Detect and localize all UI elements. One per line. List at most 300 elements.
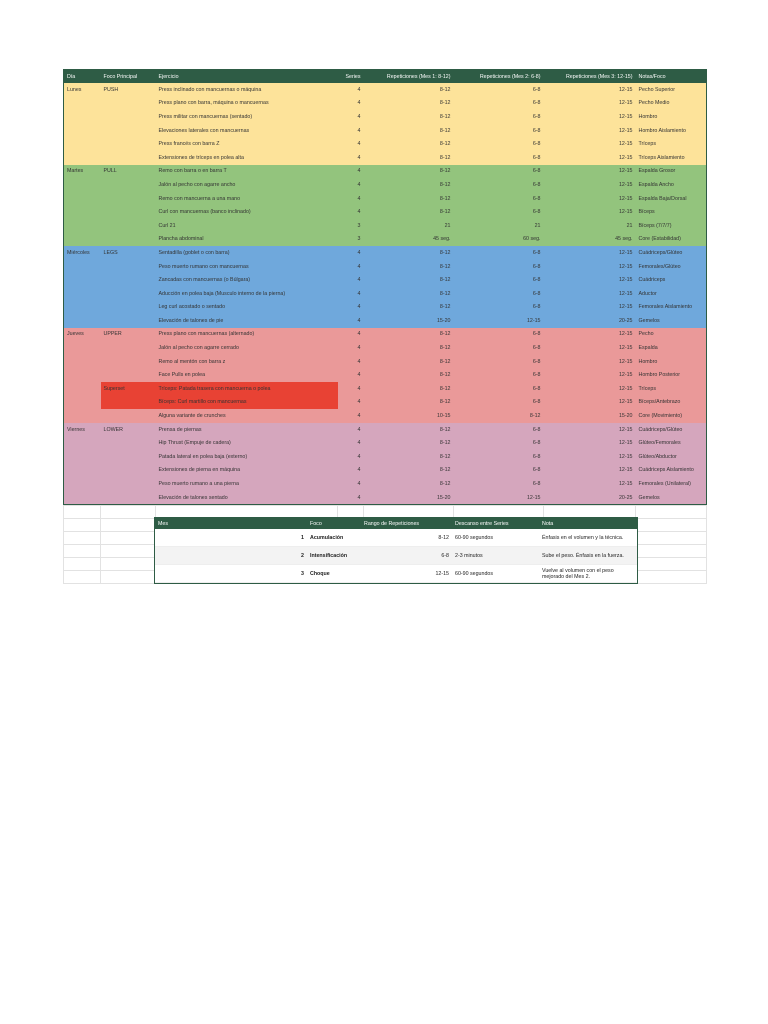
table-row: [64, 124, 707, 138]
cell-ejercicio: Remo con barra o en barra T: [158, 168, 227, 175]
cell-ejercicio: Alguna variante de crunches: [158, 413, 226, 420]
cell-dia: [64, 219, 101, 233]
cell-foco: [101, 396, 156, 410]
cell-mes1: 8-12: [439, 440, 451, 447]
cell-mes1: 8-12: [439, 481, 451, 488]
cell-foco: [101, 178, 156, 192]
cell-mes3: 45 seg.: [615, 236, 633, 243]
cell-mes3: 12-15: [618, 399, 633, 406]
cell-notas: Hombro Aislamiento: [638, 127, 686, 134]
cell-series: 4: [357, 100, 361, 107]
cell-foco: LEGS: [103, 249, 118, 256]
cell-mes3: 12-15: [618, 372, 633, 379]
table-row: [64, 233, 707, 247]
cell-notas: Core (Movimiento): [638, 413, 683, 420]
summary-header-nota: Nota: [539, 518, 637, 529]
cell-ejercicio: Bíceps: Curl martillo con mancuernas: [156, 396, 338, 410]
cell-series: 4: [357, 195, 361, 202]
cell-notas: Hombro: [638, 113, 658, 120]
summary-table: [155, 518, 637, 583]
cell-foco: [101, 124, 156, 138]
cell-notas: Espalda Baja/Dorsal: [638, 195, 687, 202]
cell-notas: Glúteo/Abductor: [638, 453, 677, 460]
cell-mes3: 12-15: [618, 181, 633, 188]
cell-dia: Miércoles: [67, 249, 90, 256]
table-row: [64, 246, 707, 260]
cell-mes1: 15-20: [436, 494, 451, 501]
summary-cell-descanso: 2-3 minutos: [452, 547, 539, 565]
table-row: [64, 178, 707, 192]
cell-mes1: 8-12: [439, 304, 451, 311]
table-row: [64, 464, 707, 478]
cell-mes2: 6-8: [532, 358, 541, 365]
cell-mes1: 8-12: [439, 385, 451, 392]
table-row: [64, 477, 707, 491]
cell-notas: Espalda Ancho: [638, 181, 674, 188]
cell-notas: Tríceps: [638, 385, 656, 392]
summary-header-descanso: Descanso entre Series: [452, 518, 539, 529]
cell-notas: Espalda Grosor: [638, 168, 676, 175]
cell-mes1: 8-12: [439, 358, 451, 365]
header-series: Series: [338, 70, 364, 84]
cell-ejercicio: Peso muerto rumano con mancuernas: [158, 263, 249, 270]
cell-mes2: 6-8: [532, 481, 541, 488]
cell-foco: [101, 110, 156, 124]
cell-ejercicio: Face Pulls en polea: [158, 372, 206, 379]
cell-mes2: 6-8: [532, 127, 541, 134]
cell-dia: Martes: [67, 168, 84, 175]
cell-series: 4: [357, 154, 361, 161]
cell-foco: [101, 192, 156, 206]
cell-mes1: 8-12: [439, 426, 451, 433]
summary-cell-foco: Acumulación: [307, 529, 361, 547]
cell-mes2: 6-8: [532, 141, 541, 148]
cell-notas: Bíceps: [638, 209, 655, 216]
table-row: [64, 287, 707, 301]
cell-foco: [101, 151, 156, 165]
cell-series: 3: [357, 222, 361, 229]
cell-mes2: 60 seg.: [523, 236, 541, 243]
cell-mes1: 8-12: [439, 209, 451, 216]
cell-ejercicio: Extensiones de pierna en máquina: [158, 467, 241, 474]
cell-mes3: 12-15: [618, 331, 633, 338]
cell-notas: Aductor: [638, 290, 657, 297]
cell-series: 4: [357, 263, 361, 270]
cell-foco: [101, 341, 156, 355]
cell-notas: Femorales (Unilateral): [638, 481, 691, 488]
cell-dia: [64, 97, 101, 111]
cell-foco: [101, 97, 156, 111]
cell-mes3: 12-15: [618, 263, 633, 270]
header-notas: Notas/Foco: [636, 70, 707, 84]
cell-notas: Cuádriceps/Glúteo: [638, 426, 683, 433]
cell-notas: Espalda: [638, 345, 658, 352]
cell-mes1: 15-20: [436, 317, 451, 324]
cell-series: 4: [357, 181, 361, 188]
cell-notas: Core (Estabilidad): [638, 236, 681, 243]
cell-mes1: 8-12: [439, 399, 451, 406]
table-row: [64, 341, 707, 355]
cell-series: 4: [357, 141, 361, 148]
cell-mes3: 20-25: [618, 494, 633, 501]
cell-series: 4: [357, 290, 361, 297]
cell-ejercicio: Prensa de piernas: [158, 426, 202, 433]
cell-ejercicio: Remo con mancuerna a una mano: [158, 195, 241, 202]
summary-row: [155, 565, 637, 583]
cell-series: 4: [357, 168, 361, 175]
cell-dia: [64, 233, 101, 247]
summary-cell-descanso: 60-90 segundos: [452, 565, 539, 583]
cell-ejercicio: Press inclinado con mancuernas o máquina: [158, 86, 262, 93]
cell-notas: Pecho: [638, 331, 654, 338]
cell-mes3: 12-15: [618, 127, 633, 134]
cell-notas: Hombro Posterior: [638, 372, 681, 379]
summary-area: [63, 505, 706, 584]
cell-ejercicio: Elevaciones laterales con mancuernas: [158, 127, 250, 134]
cell-mes2: 6-8: [532, 453, 541, 460]
cell-mes2: 6-8: [532, 345, 541, 352]
cell-series: 4: [357, 385, 361, 392]
table-row: [64, 328, 707, 342]
cell-mes2: 6-8: [532, 331, 541, 338]
cell-notas: Bíceps/Antebrazo: [638, 399, 681, 406]
cell-ejercicio: Sentadilla (goblet o con barra): [158, 249, 230, 256]
header-mes2: Repeticiones (Mes 2: 6-8): [454, 70, 544, 84]
cell-foco: [101, 477, 156, 491]
cell-foco: [101, 491, 156, 505]
cell-mes2: 6-8: [532, 263, 541, 270]
table-row: [64, 137, 707, 151]
cell-mes2: 6-8: [532, 181, 541, 188]
cell-dia: [64, 205, 101, 219]
cell-notas: Cuádriceps Aislamiento: [638, 467, 694, 474]
cell-mes3: 12-15: [618, 358, 633, 365]
cell-mes2: 12-15: [526, 494, 541, 501]
cell-series: 4: [357, 358, 361, 365]
cell-mes1: 8-12: [439, 113, 451, 120]
cell-series: 4: [357, 249, 361, 256]
cell-mes2: 6-8: [532, 304, 541, 311]
cell-foco: [101, 355, 156, 369]
routine-body: [64, 83, 707, 505]
cell-foco: PULL: [103, 168, 117, 175]
cell-dia: [64, 382, 101, 396]
cell-ejercicio: Leg curl acostado o sentado: [158, 304, 226, 311]
cell-mes3: 12-15: [618, 154, 633, 161]
cell-ejercicio: Press francés con barra Z: [158, 141, 220, 148]
cell-dia: [64, 314, 101, 328]
cell-mes2: 6-8: [532, 209, 541, 216]
cell-mes3: 20-25: [618, 317, 633, 324]
spreadsheet: [63, 69, 706, 584]
cell-foco: [101, 205, 156, 219]
cell-dia: [64, 409, 101, 423]
cell-series: 4: [357, 331, 361, 338]
cell-mes1: 8-12: [439, 467, 451, 474]
cell-foco: UPPER: [103, 331, 122, 338]
cell-series: 4: [357, 86, 361, 93]
cell-mes3: 12-15: [618, 345, 633, 352]
header-mes1: Repeticiones (Mes 1: 8-12): [364, 70, 454, 84]
cell-ejercicio: Press plano con mancuernas (alternado): [158, 331, 255, 338]
cell-series: 4: [357, 399, 361, 406]
cell-mes2: 6-8: [532, 440, 541, 447]
cell-notas: Glúteo/Femorales: [638, 440, 681, 447]
summary-body: [155, 529, 637, 583]
cell-ejercicio: Press militar con mancuernas (sentado): [158, 113, 253, 120]
summary-header-mes: Mes: [155, 518, 307, 529]
cell-mes2: 21: [534, 222, 541, 229]
cell-mes1: 8-12: [439, 263, 451, 270]
cell-dia: [64, 273, 101, 287]
table-row: [64, 273, 707, 287]
cell-foco: [101, 314, 156, 328]
cell-mes2: 6-8: [532, 399, 541, 406]
cell-series: 3: [357, 236, 361, 243]
cell-mes3: 12-15: [618, 168, 633, 175]
cell-dia: [64, 368, 101, 382]
cell-ejercicio: Plancha abdominal: [158, 236, 204, 243]
cell-mes3: 12-15: [618, 453, 633, 460]
summary-cell-nota: Énfasis en el volumen y la técnica.: [539, 529, 637, 547]
summary-row: [155, 529, 637, 547]
cell-dia: Viernes: [67, 426, 85, 433]
cell-mes1: 21: [444, 222, 451, 229]
cell-ejercicio: Extensiones de tríceps en polea alta: [158, 154, 244, 161]
cell-series: 4: [357, 413, 361, 420]
cell-mes1: 8-12: [439, 331, 451, 338]
cell-mes1: 45 seg.: [433, 236, 451, 243]
table-row: [64, 423, 707, 437]
cell-mes3: 12-15: [618, 86, 633, 93]
summary-header-rango: Rango de Repeticiones: [361, 518, 452, 529]
cell-foco: [101, 301, 156, 315]
cell-dia: [64, 287, 101, 301]
cell-series: 4: [357, 426, 361, 433]
cell-foco: [101, 464, 156, 478]
cell-mes2: 6-8: [532, 249, 541, 256]
cell-dia: [64, 491, 101, 505]
cell-ejercicio: Peso muerto rumano a una pierna: [158, 481, 239, 488]
cell-mes2: 6-8: [532, 168, 541, 175]
cell-foco: [101, 260, 156, 274]
table-row: [64, 396, 707, 410]
cell-mes2: 6-8: [532, 385, 541, 392]
summary-row: [155, 547, 637, 565]
cell-foco: PUSH: [103, 86, 119, 93]
summary-cell-mes: 2: [155, 547, 307, 565]
cell-notas: Tríceps Aislamiento: [638, 154, 685, 161]
cell-ejercicio: Jalón al pecho con agarre ancho: [158, 181, 236, 188]
cell-dia: [64, 192, 101, 206]
summary-cell-foco: Choque: [307, 565, 361, 583]
cell-ejercicio: Hip Thrust (Empuje de cadera): [158, 440, 231, 447]
table-row: [64, 436, 707, 450]
cell-ejercicio: Curl con mancuernas (banco inclinado): [158, 209, 251, 216]
header-ejercicio: Ejercicio: [156, 70, 338, 84]
cell-series: 4: [357, 440, 361, 447]
cell-mes2: 6-8: [532, 86, 541, 93]
cell-notas: Bíceps (7/7/7): [638, 222, 672, 229]
cell-mes3: 12-15: [618, 426, 633, 433]
cell-notas: Pecho Medio: [638, 100, 670, 107]
cell-ejercicio: Press plano con barra, máquina o mancuernas: [158, 100, 269, 107]
cell-mes2: 12-15: [526, 317, 541, 324]
cell-mes1: 8-12: [439, 100, 451, 107]
cell-mes1: 8-12: [439, 127, 451, 134]
table-row: [64, 97, 707, 111]
cell-ejercicio: Curl 21: [158, 222, 176, 229]
cell-ejercicio: Zancadas con mancuernas (o Búlgara): [158, 277, 251, 284]
table-row: [64, 450, 707, 464]
cell-ejercicio: Patada lateral en polea baja (externo): [158, 453, 248, 460]
table-row: [64, 314, 707, 328]
cell-dia: [64, 178, 101, 192]
table-row: [64, 219, 707, 233]
cell-mes3: 12-15: [618, 195, 633, 202]
cell-series: 4: [357, 304, 361, 311]
cell-dia: [64, 110, 101, 124]
cell-ejercicio: Jalón al pecho con agarre cerrado: [158, 345, 239, 352]
cell-dia: Jueves: [67, 331, 84, 338]
cell-foco: [101, 219, 156, 233]
cell-series: 4: [357, 113, 361, 120]
summary-cell-nota: Sube el peso. Énfasis en la fuerza.: [539, 547, 637, 565]
cell-foco: [101, 436, 156, 450]
cell-foco: [101, 409, 156, 423]
summary-cell-foco: Intensificación: [307, 547, 361, 565]
cell-mes2: 6-8: [532, 100, 541, 107]
cell-mes1: 8-12: [439, 141, 451, 148]
cell-ejercicio: Remo al mentón con barra z: [158, 358, 226, 365]
cell-mes2: 6-8: [532, 154, 541, 161]
cell-series: 4: [357, 127, 361, 134]
cell-mes3: 12-15: [618, 249, 633, 256]
cell-foco: [101, 368, 156, 382]
cell-mes3: 12-15: [618, 290, 633, 297]
cell-mes2: 6-8: [532, 372, 541, 379]
cell-foco: [101, 287, 156, 301]
cell-series: 4: [357, 209, 361, 216]
cell-mes3: 12-15: [618, 385, 633, 392]
cell-series: 4: [357, 345, 361, 352]
cell-dia: [64, 464, 101, 478]
cell-notas: Femorales/Glúteo: [638, 263, 681, 270]
summary-table-box: [154, 517, 638, 584]
summary-cell-rango: 6-8: [361, 547, 452, 565]
cell-mes2: 6-8: [532, 290, 541, 297]
cell-ejercicio: Tríceps: Patada trasera con mancuerna o polea: [156, 382, 338, 396]
cell-foco: [101, 137, 156, 151]
summary-cell-mes: 3: [155, 565, 307, 583]
cell-notas: Tríceps: [638, 141, 656, 148]
cell-mes3: 12-15: [618, 277, 633, 284]
cell-mes3: 12-15: [618, 481, 633, 488]
table-row: [64, 355, 707, 369]
summary-header-foco: Foco: [307, 518, 361, 529]
cell-mes3: 12-15: [618, 141, 633, 148]
cell-mes2: 6-8: [532, 426, 541, 433]
cell-mes2: 6-8: [532, 113, 541, 120]
cell-mes3: 12-15: [618, 113, 633, 120]
table-row: [64, 192, 707, 206]
table-row: [64, 491, 707, 505]
cell-dia: [64, 477, 101, 491]
table-row: [64, 165, 707, 179]
header-mes3: Repeticiones (Mes 3: 12-15): [544, 70, 636, 84]
cell-series: 4: [357, 494, 361, 501]
cell-foco: [101, 273, 156, 287]
header-foco: Foco Principal: [101, 70, 156, 84]
header-dia: Día: [64, 70, 101, 84]
table-row: [64, 409, 707, 423]
cell-mes1: 8-12: [439, 249, 451, 256]
cell-dia: [64, 355, 101, 369]
table-row: [64, 260, 707, 274]
cell-dia: [64, 341, 101, 355]
cell-notas: Hombro: [638, 358, 658, 365]
cell-mes3: 12-15: [618, 100, 633, 107]
cell-foco: LOWER: [103, 426, 123, 433]
cell-foco: [101, 233, 156, 247]
cell-mes1: 8-12: [439, 154, 451, 161]
cell-mes1: 8-12: [439, 290, 451, 297]
cell-dia: [64, 124, 101, 138]
summary-cell-mes: 1: [155, 529, 307, 547]
cell-mes1: 8-12: [439, 86, 451, 93]
cell-dia: Lunes: [67, 86, 82, 93]
cell-series: 4: [357, 481, 361, 488]
summary-cell-rango: 8-12: [361, 529, 452, 547]
cell-notas: Pecho Superior: [638, 86, 676, 93]
cell-dia: [64, 436, 101, 450]
cell-mes3: 12-15: [618, 440, 633, 447]
cell-series: 4: [357, 372, 361, 379]
cell-foco: [101, 450, 156, 464]
cell-dia: [64, 137, 101, 151]
cell-mes1: 10-15: [436, 413, 451, 420]
cell-series: 4: [357, 277, 361, 284]
table-header-row: [64, 70, 707, 84]
summary-header-row: [155, 518, 637, 529]
cell-mes3: 12-15: [618, 467, 633, 474]
cell-notas: Gemelos: [638, 494, 660, 501]
cell-dia: [64, 450, 101, 464]
table-row: [64, 301, 707, 315]
cell-mes2: 8-12: [529, 413, 541, 420]
cell-dia: [64, 151, 101, 165]
cell-mes1: 8-12: [439, 345, 451, 352]
cell-mes3: 15-20: [618, 413, 633, 420]
cell-notas: Femorales Aislamiento: [638, 304, 693, 311]
cell-mes2: 6-8: [532, 277, 541, 284]
cell-mes1: 8-12: [439, 181, 451, 188]
cell-mes3: 12-15: [618, 209, 633, 216]
cell-mes1: 8-12: [439, 372, 451, 379]
cell-series: 4: [357, 317, 361, 324]
cell-notas: Cuádriceps/Glúteo: [638, 249, 683, 256]
cell-notas: Cuádriceps: [638, 277, 666, 284]
cell-ejercicio: Elevación de talones sentado: [158, 494, 228, 501]
table-row: [64, 83, 707, 97]
table-row: [64, 205, 707, 219]
summary-cell-rango: 12-15: [361, 565, 452, 583]
table-row: [64, 382, 707, 396]
summary-cell-nota: Vuelve al volumen con el peso mejorado del Mes 2.: [539, 565, 637, 583]
table-row: [64, 110, 707, 124]
cell-dia: [64, 301, 101, 315]
cell-mes3: 21: [626, 222, 633, 229]
